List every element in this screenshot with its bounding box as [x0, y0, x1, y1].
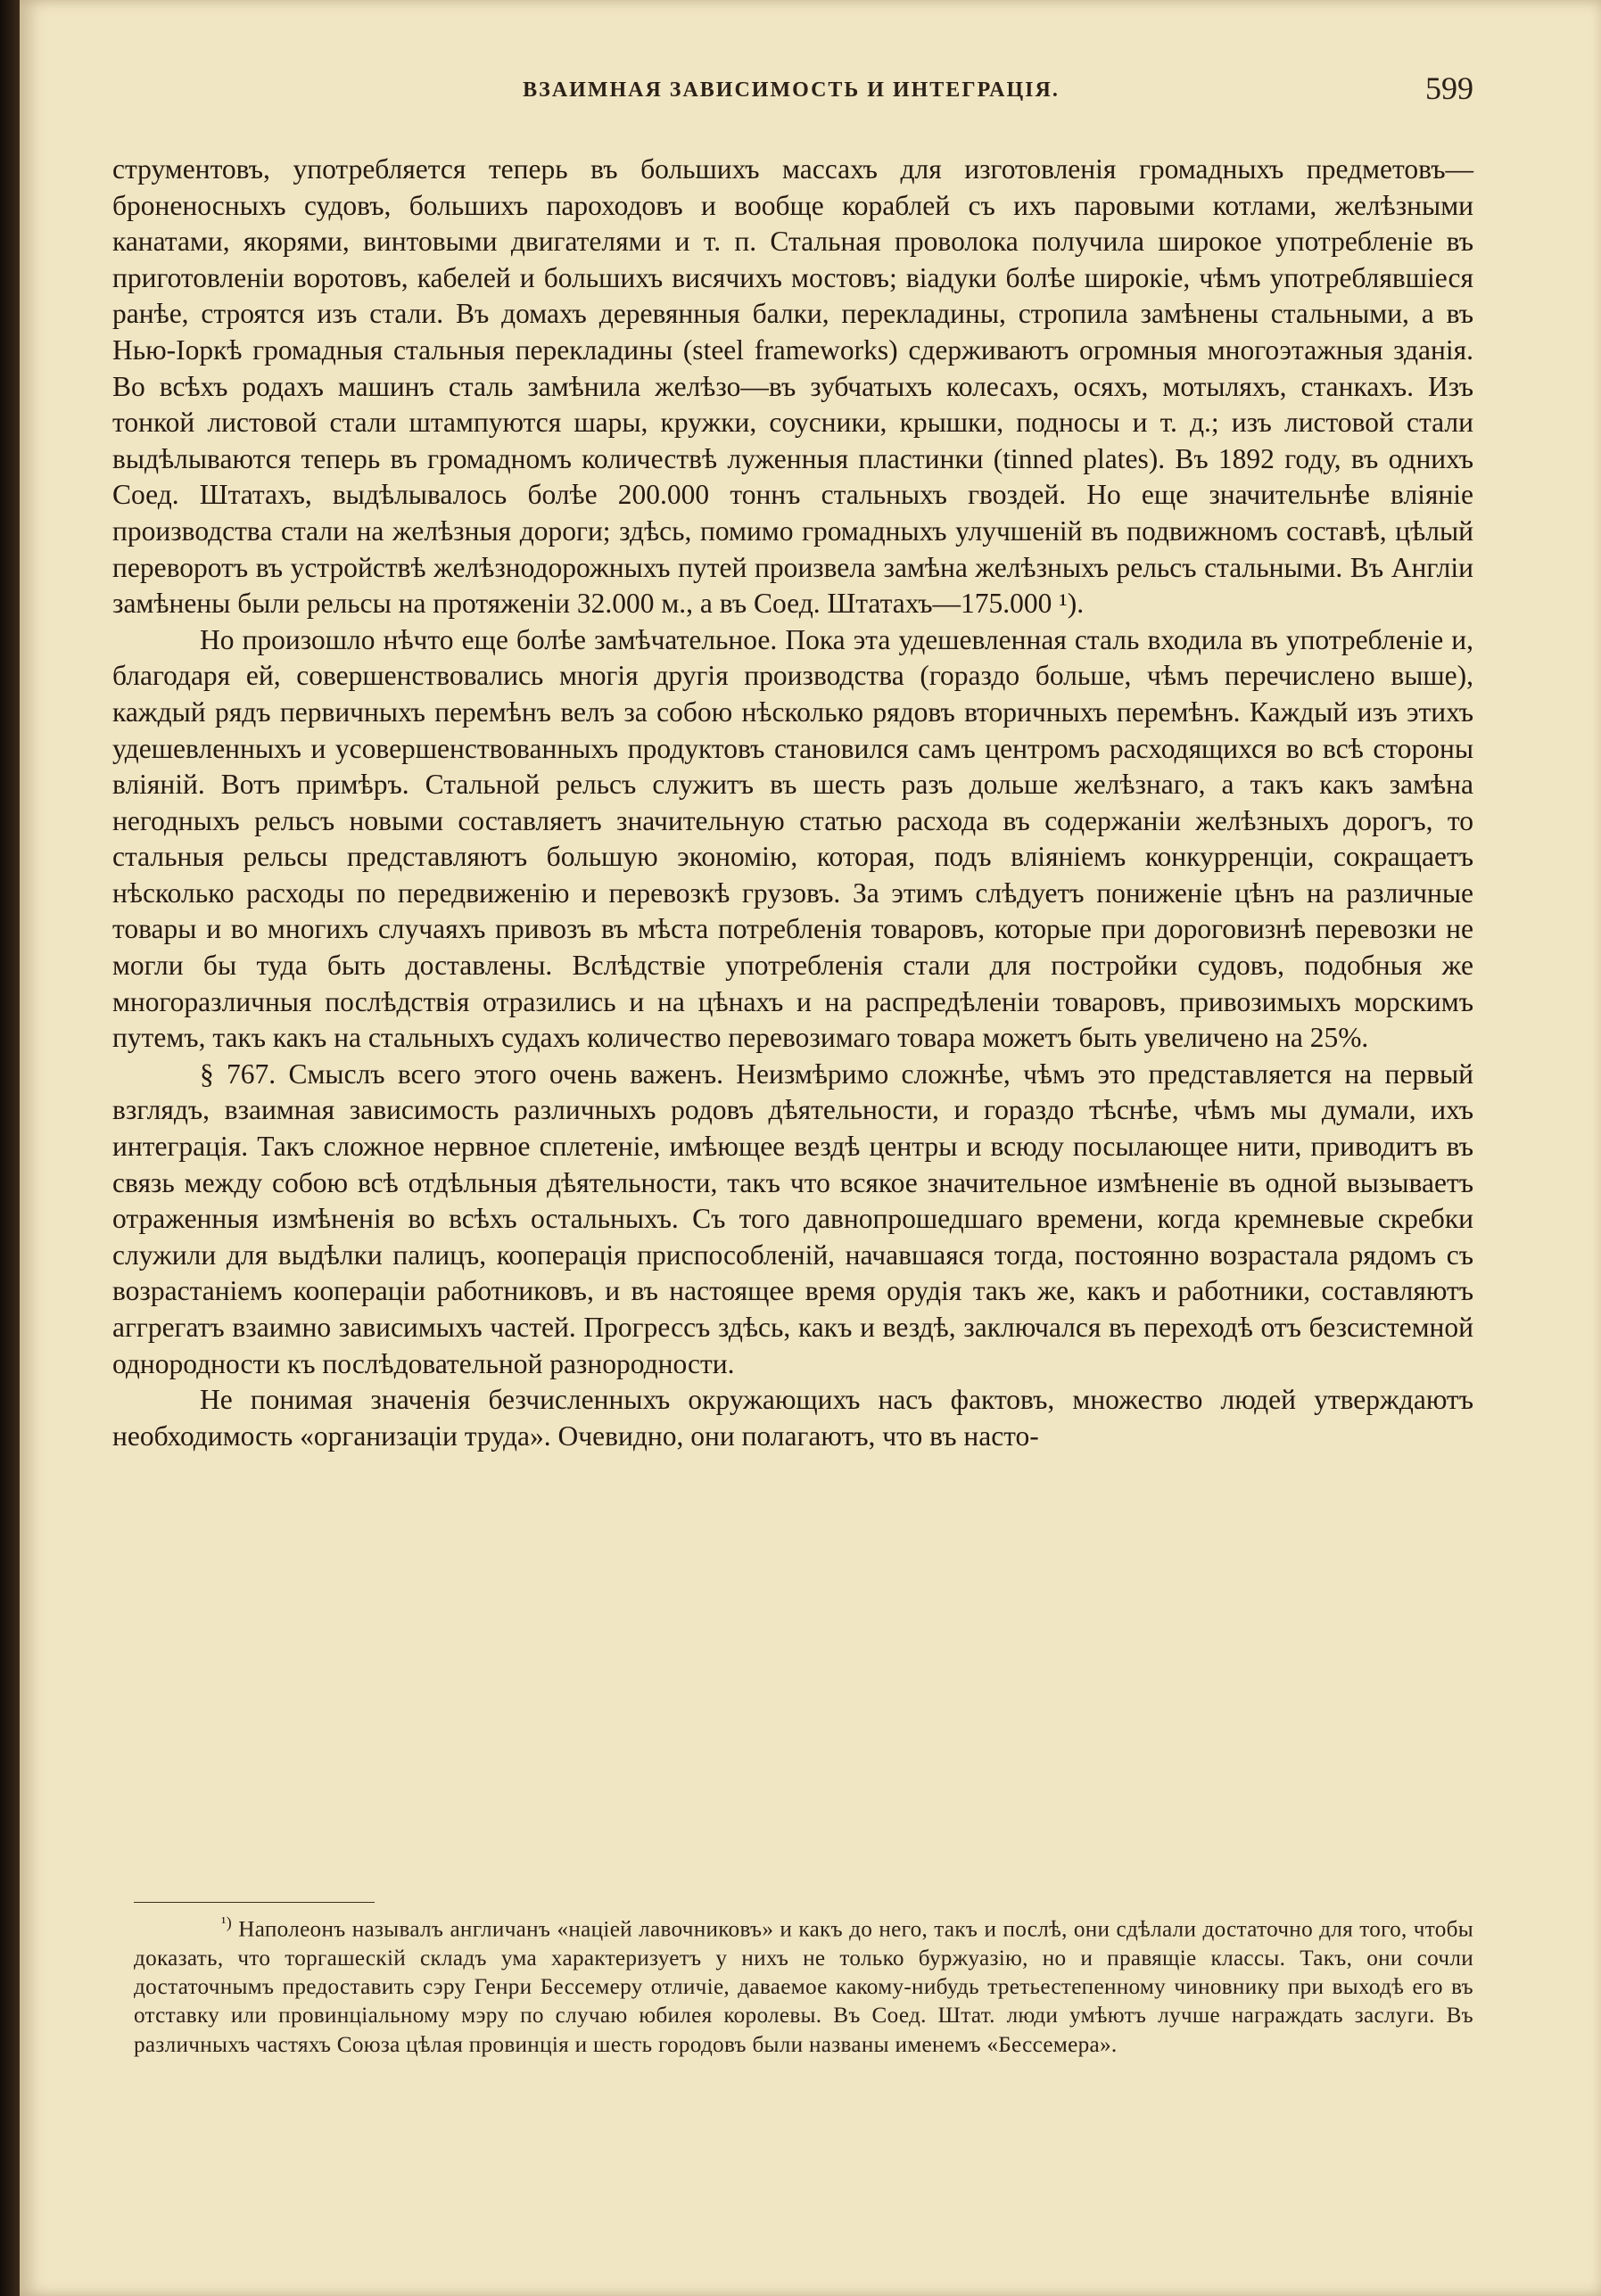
book-page — [20, 0, 1601, 2296]
paragraph-2: Но произошло нѣчто еще болѣе замѣчательное. Пока эта удешевленная сталь входила въ употребленіе и, благодаря ей, совершенствовались многія другія производства (гораздо больше, чѣмъ перечислено выше), каждый рядъ первичныхъ перемѣнъ велъ за собою нѣсколько рядовъ вторичныхъ перемѣнъ. Каждый изъ этихъ удешевленныхъ и усовершенствованныхъ продуктовъ становился самъ центромъ расходящихся во всѣ стороны вліяній. Вотъ примѣръ. Стальной рельсъ служитъ въ шесть разъ дольше желѣзнаго, а такъ какъ замѣна негодныхъ рельсъ новыми составляетъ значительную статью расхода въ содержаніи желѣзныхъ дорогъ, то стальныя рельсы представляютъ большую экономію, которая, подъ вліяніемъ конкурренціи, сокращаетъ нѣсколько расходы по передвиженію и перевозкѣ грузовъ. За этимъ слѣдуетъ пониженіе цѣнъ на различные товары и во многихъ случаяхъ привозъ въ мѣста потребленія товаровъ, которые при дороговизнѣ перевозки не могли бы туда быть доставлены. Вслѣдствіе употребленія стали для постройки судовъ, подобныя же многоразличныя послѣдствія отразились и на цѣнахъ и на распредѣленіи товаровъ, привозимыхъ морскимъ путемъ, такъ какъ на стальныхъ судахъ количество перевозимаго товара можетъ быть увеличено на 25%. — [112, 623, 1473, 1054]
paragraph-4: Не понимая значенія безчисленныхъ окружающихъ насъ фактовъ, множество людей утверждаютъ необходимость «организаціи труда». Очевидно, они полагаютъ, что въ насто- — [112, 1384, 1473, 1452]
page-number: 599 — [1425, 70, 1473, 106]
footnote-separator — [134, 1902, 375, 1903]
paragraph-3-section-767: § 767. Смыслъ всего этого очень важенъ. Неизмѣримо сложнѣе, чѣмъ это представляется на первый взглядъ, взаимная зависимость различныхъ родовъ дѣятельности, и гораздо тѣснѣе, чѣмъ мы думали, ихъ интеграція. Такъ сложное нервное сплетеніе, имѣющее вездѣ центры и всюду посылающее нити, приводитъ въ связь между собою всѣ отдѣльныя дѣятельности, такъ что всякое значительное измѣненіе въ одной вызываетъ отраженныя измѣненія во всѣхъ остальныхъ. Съ того давнопрошедшаго времени, когда кремневые скребки служили для выдѣлки палицъ, кооперація приспособленій, начавшаяся тогда, постоянно возрастала рядомъ съ возрастаніемъ коопераціи работниковъ, и въ настоящее время орудія такъ же, какъ и работники, составляютъ аггрегатъ взаимно зависимыхъ частей. Прогрессъ здѣсь, какъ и вездѣ, заключался въ переходѣ отъ безсистемной однородности къ послѣдовательной разнородности. — [112, 1057, 1473, 1379]
running-title: ВЗАИМНАЯ ЗАВИСИМОСТЬ И ИНТЕГРАЦІЯ. — [523, 78, 1060, 102]
paragraph-1: струментовъ, употребляется теперь въ большихъ массахъ для изготовленія громадныхъ предметовъ—броненосныхъ судовъ, большихъ пароходовъ и вообще кораблей съ ихъ паровыми котлами, желѣзными канатами, якорями, винтовыми двигателями и т. п. Стальная проволока получила широкое употребленіе въ приготовленіи воротовъ, кабелей и большихъ висячихъ мостовъ; віадуки болѣе широкіе, чѣмъ употреблявшіеся ранѣе, строятся изъ стали. Въ домахъ деревянныя балки, перекладины, стропила замѣнены стальными, а въ Нью-Іоркѣ громадныя стальныя перекладины (steel frameworks) сдерживаютъ огромныя многоэтажныя зданія. Во всѣхъ родахъ машинъ сталь замѣнила желѣзо—въ зубчатыхъ колесахъ, осяхъ, мотыляхъ, станкахъ. Изъ тонкой листовой стали штампуются шары, кружки, соусники, крышки, подносы и т. д.; изъ листовой стали выдѣлываются теперь въ громадномъ количествѣ луженныя пластинки (tinned plates). Въ 1892 году, въ однихъ Соед. Штатахъ, выдѣлывалось болѣе 200.000 тоннъ стальныхъ гвоздей. Но еще значительнѣе вліяніе производства стали на желѣзныя дороги; здѣсь, помимо громадныхъ улучшеній въ подвижномъ составѣ, цѣлый переворотъ въ устройствѣ желѣзнодорожныхъ путей произвела замѣна желѣзныхъ рельсъ стальными. Въ Англіи замѣнены были рельсы на протяженіи 32.000 м., а въ Соед. Штатахъ—175.000 ¹). — [112, 153, 1473, 620]
main-text — [112, 152, 1473, 1454]
footnote — [134, 1908, 1473, 2060]
page-header — [109, 70, 1473, 114]
footnote-mark: ¹) — [221, 1913, 232, 1931]
footnote-text: Наполеонъ называлъ англичанъ «націей лавочниковъ» и какъ до него, такъ и послѣ, они сдѣлали достаточно для того, чтобы доказать, что торгашескій складъ ума характеризуетъ у нихъ не только буржуазію, но и правящіе классы. Такъ, они сочли достаточнымъ предоставить сэру Генри Бессемеру отличіе, даваемое какому-нибудь третьестепенному чиновнику при выходѣ его въ отставку или провинціальному мэру по случаю юбилея королевы. Въ Соед. Штат. люди умѣютъ лучше награждать заслуги. Въ различныхъ частяхъ Союза цѣлая провинція и шесть городовъ были названы именемъ «Бессемера». — [134, 1917, 1473, 2057]
book-spine-shadow — [0, 0, 20, 2296]
